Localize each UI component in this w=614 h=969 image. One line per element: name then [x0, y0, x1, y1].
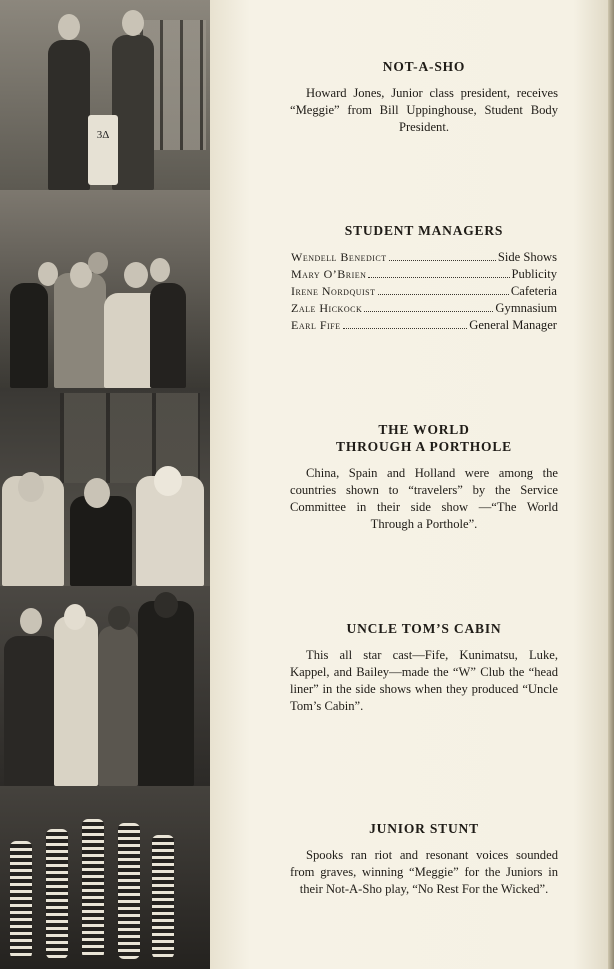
roster-row — [291, 300, 557, 317]
section-body: This all star cast—Fife, Kunimatsu, Luke, Kappel, and Bailey—made the “W” Club the “head liner” in the side shows when they produced “Uncle Tom’s Cabin”. — [290, 648, 558, 713]
manager-name: Zale Hickock — [291, 301, 363, 315]
manager-role: Side Shows — [497, 250, 557, 264]
manager-name: Wendell Benedict — [291, 250, 387, 264]
photo-uncle-toms-cabin — [0, 586, 210, 786]
skeleton-costume — [118, 823, 140, 959]
section-title — [290, 421, 558, 455]
section-world-porthole — [290, 421, 558, 533]
photo-column — [0, 0, 210, 969]
manager-name: Earl Fife — [291, 318, 341, 332]
section-junior-stunt — [290, 820, 558, 898]
manager-name: Irene Nordquist — [291, 284, 376, 298]
skeleton-costume — [46, 829, 68, 959]
figure-bill-uppinghouse — [112, 35, 154, 190]
leader-dots — [364, 311, 493, 312]
head — [88, 252, 108, 274]
leader-dots — [389, 260, 496, 261]
head — [154, 466, 182, 496]
head — [18, 472, 44, 502]
head — [154, 592, 178, 618]
manager-role: Gymnasium — [495, 301, 557, 315]
roster-row — [291, 266, 557, 283]
head — [58, 14, 80, 40]
skeleton-costume — [10, 841, 32, 959]
manager-role: Publicity — [511, 267, 557, 281]
managers-roster — [291, 249, 557, 334]
head — [108, 606, 130, 630]
title-line-2: THROUGH A PORTHOLE — [336, 439, 512, 454]
book-binding-edge — [608, 0, 614, 969]
manager-role: Cafeteria — [510, 284, 557, 298]
meggie-sign: 3Δ — [88, 115, 118, 185]
section-title: NOT-A-SHO — [382, 59, 466, 74]
roster-row — [291, 317, 557, 334]
skeleton-costume — [152, 835, 174, 959]
roster-row — [291, 249, 557, 266]
head — [64, 604, 86, 630]
head — [84, 478, 110, 508]
section-body: Spooks ran riot and resonant voices sounded from graves, winning “Meggie” for the Juniors in their Not-A-Sho play, “No Rest For the Wicked”. — [290, 848, 558, 896]
figure — [98, 626, 138, 786]
figure — [10, 283, 48, 388]
head — [124, 262, 148, 288]
head — [122, 10, 144, 36]
manager-name: Mary O’Brien — [291, 267, 367, 281]
figure — [54, 273, 106, 388]
section-title: UNCLE TOM’S CABIN — [346, 621, 502, 636]
section-title: STUDENT MANAGERS — [344, 223, 504, 238]
skeleton-costume — [82, 819, 104, 959]
text-column — [210, 0, 614, 969]
section-title: JUNIOR STUNT — [369, 821, 479, 836]
title-line-1: THE WORLD — [378, 422, 470, 437]
photo-not-a-sho — [0, 0, 210, 190]
photo-world-porthole — [0, 388, 210, 586]
leader-dots — [368, 277, 509, 278]
photo-junior-stunt — [0, 786, 210, 969]
figure — [150, 283, 186, 388]
section-not-a-sho — [290, 58, 558, 136]
leader-dots — [378, 294, 509, 295]
doors — [60, 393, 200, 483]
head — [20, 608, 42, 634]
photo-student-managers — [0, 190, 210, 388]
roster-row — [291, 283, 557, 300]
figure — [54, 616, 98, 786]
figure — [138, 601, 194, 786]
section-body: Howard Jones, Junior class president, receives “Meggie” from Bill Uppinghouse, Student Body President. — [290, 86, 558, 134]
leader-dots — [343, 328, 468, 329]
figure-howard-jones — [48, 40, 90, 190]
section-student-managers — [290, 222, 558, 334]
figure-spain — [70, 496, 132, 586]
section-body: China, Spain and Holland were among the countries shown to “travelers” by the Service Committee in their side show —“The World Through a Porthole”. — [290, 466, 558, 531]
manager-role: General Manager — [469, 318, 557, 332]
head — [150, 258, 170, 282]
section-uncle-toms-cabin — [290, 620, 558, 715]
figure — [4, 636, 58, 786]
